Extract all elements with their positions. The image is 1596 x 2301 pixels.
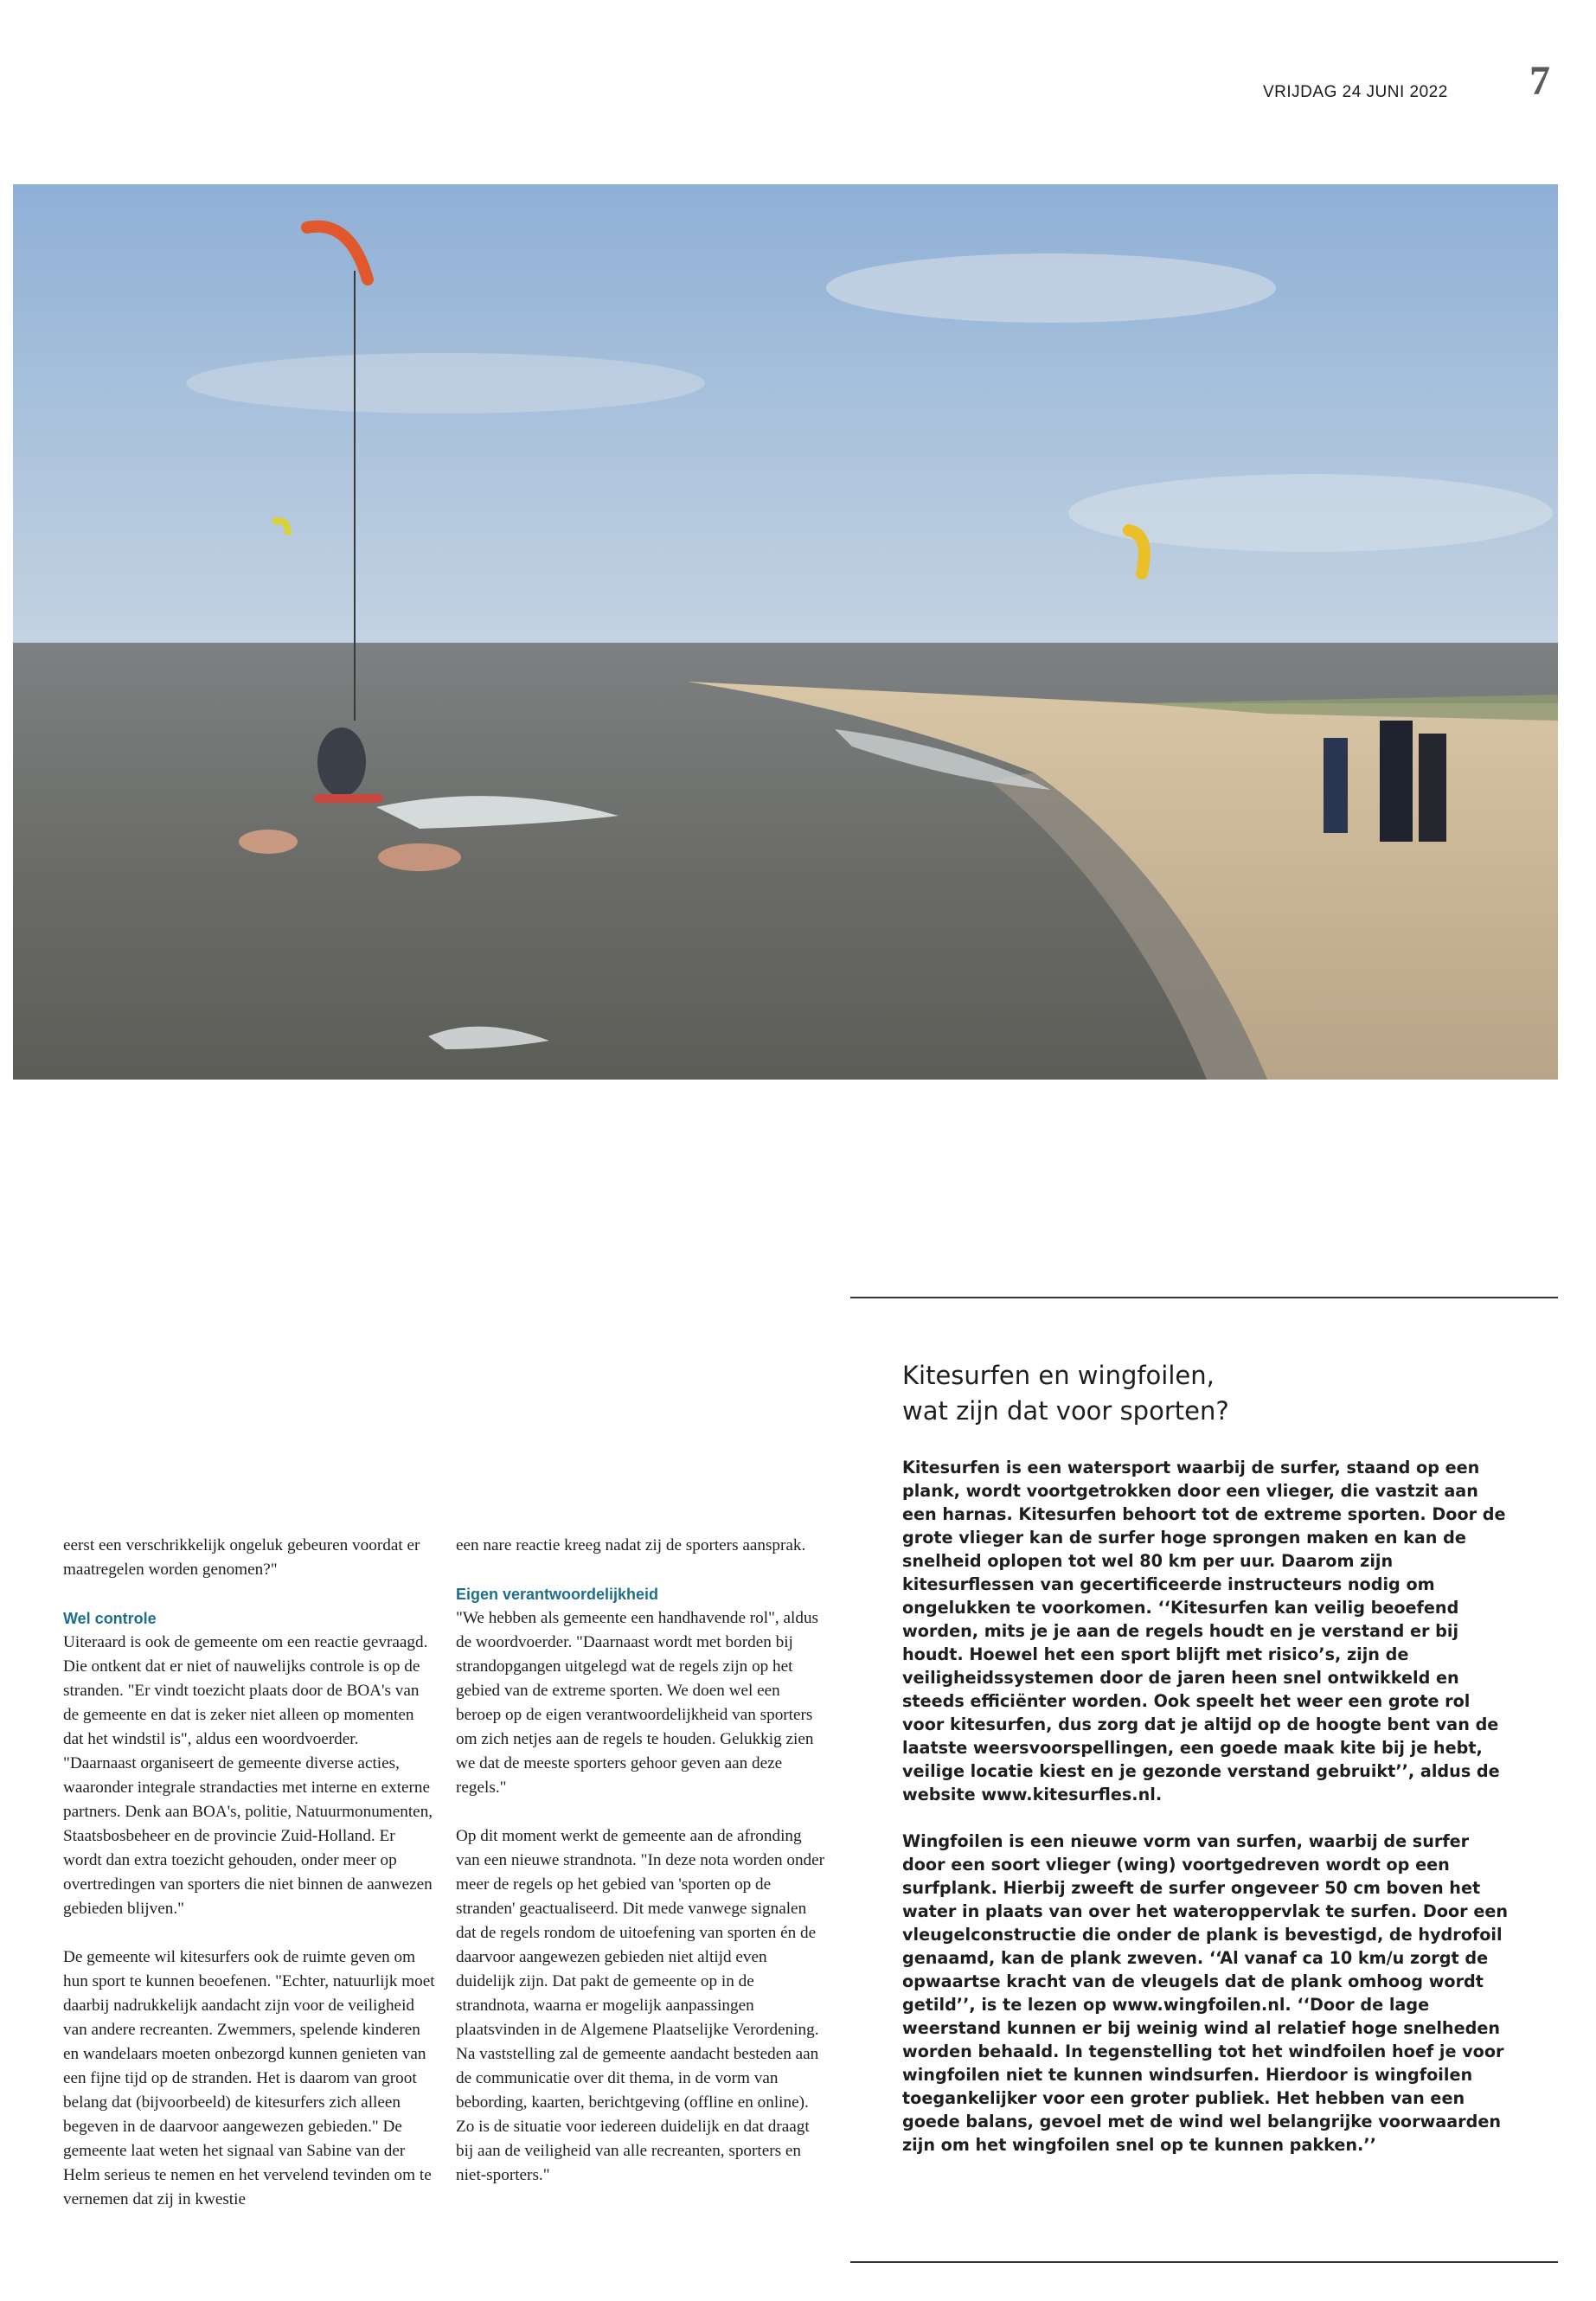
beach-kitesurf-photo-icon [13, 184, 1558, 1080]
info-box-body [902, 1456, 1508, 2180]
col1-paragraph-1: eerst een verschrikkelijk ongeluk gebeuren voordat er maatregelen worden genomen?" [63, 1536, 420, 1579]
article-column-2 [456, 1534, 828, 2188]
col1-paragraph-3: De gemeente wil kitesurfers ook de ruimte geven om hun sport te kunnen beoefenen. "Echter, natuurlijk moet daarbij nadrukkelijk aandacht zijn voor de veiligheid van andere recreanten. Zwemmers, spelende kinderen en wandelaars moeten onbezorgd kunnen genieten van een fijne tijd op de stranden. Het is daarom van groot belang dat (bijvoorbeeld) de kitesurfers zich alleen begeven in de daarvoor aangewezen gebieden." De gemeente laat weten het signaal van Sabine van der Helm serieus te nemen en het vervelend tevinden om te vernemen dat zij in kwestie [63, 1948, 435, 2208]
info-box-paragraph-2: Wingfoilen is een nieuwe vorm van surfen, waarbij de surfer door een soort vlieger (wing) voortgedreven wordt op een surfplank. Hierbij zweeft de surfer ongeveer 50 cm boven het water in plaats van over het wateroppervlak te surfen. Door een vleugelconstructie die onder de plank is bevestigd, de hydrofoil genaamd, kan de plank zweven. ‘‘Al vanaf ca 10 km/u zorgt de opwaartse kracht van de vleugels dat de plank omhoog wordt getild’’, is te lezen op www.wingfoilen.nl. ‘‘Door de lage weerstand kunnen er bij weinig wind al relatief hoge snelheden worden behaald. In tegenstelling tot het windfoilen hoef je voor wingfoilen niet te kunnen windsurfen. Hierdoor is wingfoilen toegankelijker voor een groter publiek. Het hebben van een goede balans, gevoel met de wind wel belangrijke voorwaarden zijn om het wingfoilen snel op te kunnen pakken.’’ [902, 1831, 1509, 2155]
article-column-1 [63, 1534, 435, 2212]
col2-paragraph-2: "We hebben als gemeente een handhavende rol", aldus de woordvoerder. "Daarnaast wordt met borden bij strandopgangen uitgelegd wat de regels zijn op het gebied van de extreme sporten. We doen wel een beroep op de eigen verantwoordelijkheid van sporters om zich netjes aan de regels te houden. Gelukkig zien we dat de meeste sporters gehoor geven aan deze regels." [456, 1609, 819, 1797]
issue-date: VRIJDAG 24 JUNI 2022 [1263, 83, 1448, 101]
info-box-title [902, 1358, 1542, 1429]
col2-subheading: Eigen verantwoordelijkheid [456, 1586, 659, 1603]
box-bottom-rule [850, 2261, 1558, 2263]
info-box-paragraph-1: Kitesurfen is een watersport waarbij de surfer, staand op een plank, wordt voortgetrokken door een vlieger, die vastzit aan een harnas. Kitesurfen behoort tot de extreme sporten. Door de grote vlieger kan de surfer hoge sprongen maken en kan de snelheid oplopen tot wel 80 km per uur. Daarom zijn kitesurflessen van gecertificeerde instructeurs nodig om ongelukken te voorkomen. ‘‘Kitesurfen kan veilig beoefend worden, mits je je aan de regels houdt en je verstand er bij houdt. Hoewel het een sport blijft met risico’s, zijn de veiligheidssystemen door de jaren heen snel ontwikkeld en steeds efficiënter worden. Ook speelt het weer een grote rol voor kitesurfen, dus zorg dat je altijd op de hoogte bent van de laatste weersvoorspellingen, een goede maak kite bij je hebt, veilige locatie kiest en je gezonde verstand gebruikt’’, aldus de website www.kitesurfles.nl. [902, 1458, 1506, 1804]
col2-paragraph-1: een nare reactie kreeg nadat zij de sporters aansprak. [456, 1536, 806, 1554]
info-box-title-line-1: Kitesurfen en wingfoilen, [902, 1361, 1215, 1390]
col2-paragraph-3: Op dit moment werkt de gemeente aan de afronding van een nieuwe strandnota. "In deze nota worden onder meer de regels op het gebied van 'sporten op de stranden' geactualiseerd. Dit mede vanwege signalen dat de regels rondom de uitoefening van sporten én de daarvoor aangewezen gebieden niet altijd even duidelijk zijn. Dat pakt de gemeente op in de strandnota, waarna er mogelijk aanpassingen plaatsvinden in de Algemene Plaatselijke Verordening. Na vaststelling zal de gemeente aandacht besteden aan de communicatie over dit thema, in de vorm van bebording, kaarten, berichtgeving (offline en online). Zo is de situatie voor iedereen duidelijk en dat draagt bij aan de veiligheid van alle recreanten, sporters en niet-sporters." [456, 1827, 825, 2184]
kitesurf-beach-photo [13, 184, 1558, 1080]
info-box-title-line-2: wat zijn dat voor sporten? [902, 1396, 1229, 1426]
col1-subheading: Wel controle [63, 1610, 157, 1627]
col1-paragraph-2: Uiteraard is ook de gemeente om een reactie gevraagd. Die ontkent dat er niet of nauwelijks controle is op de stranden. "Er vindt toezicht plaats door de BOA's van de gemeente en dat is zeker niet alleen op momenten dat het windstil is", aldus een woordvoerder. "Daarnaast organiseert de gemeente diverse acties, waaronder integrale strandacties met interne en externe partners. Denk aan BOA's, politie, Natuurmonumenten, Staatsbosbeheer en de provincie Zuid-Holland. Er wordt dan extra toezicht gehouden, onder meer op overtredingen van sporters die niet binnen de aanwezen gebieden blijven." [63, 1633, 433, 1918]
box-top-rule [850, 1297, 1558, 1298]
page-number: 7 [1529, 58, 1550, 104]
